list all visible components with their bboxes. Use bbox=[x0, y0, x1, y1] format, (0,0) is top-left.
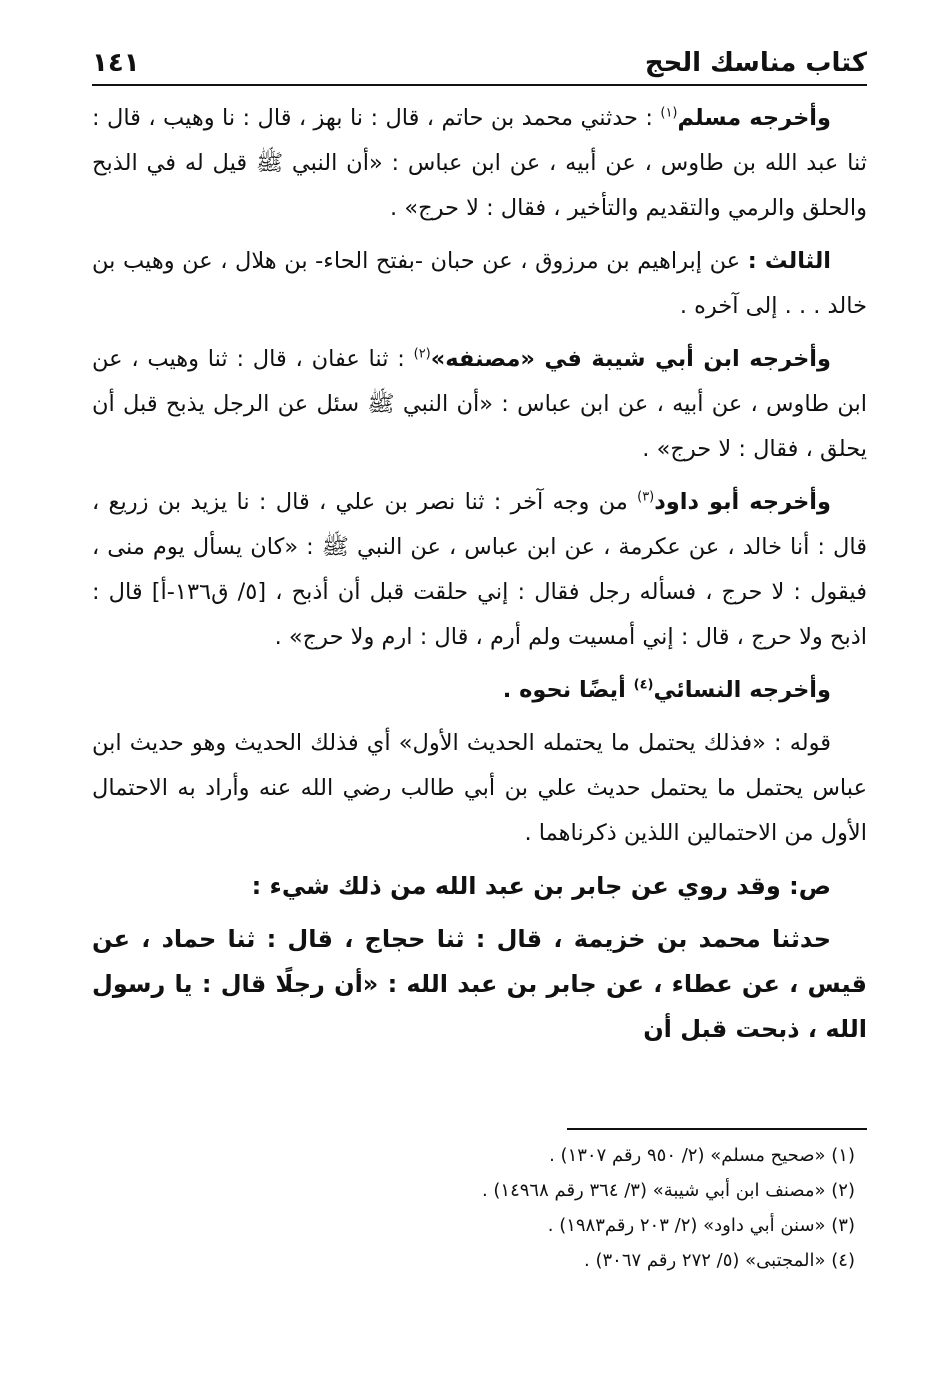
paragraph-abu-dawud bbox=[92, 480, 867, 660]
page-header bbox=[92, 30, 867, 84]
matn-text: حدثنا محمد بن خزيمة ، قال : ثنا حجاج ، قال : ثنا حماد ، عن قيس ، عن عطاء ، عن جابر بن عبد الله : «أن رجلًا قال : يا رسول الله ، ذبحت قبل أن bbox=[92, 925, 867, 1043]
footnote: (٣) «سنن أبي داود» (٢/ ٢٠٣ رقم١٩٨٣) . bbox=[547, 1215, 855, 1236]
footnotes-rule bbox=[567, 1128, 867, 1130]
paragraph-lead: وأخرجه أبو داود bbox=[654, 489, 832, 515]
paragraph-lead: الثالث : bbox=[747, 248, 831, 274]
paragraph-lead: وأخرجه مسلم bbox=[677, 105, 832, 131]
main-text bbox=[92, 96, 867, 1060]
footnote: (٤) «المجتبى» (٥/ ٢٧٢ رقم ٣٠٦٧) . bbox=[584, 1250, 855, 1271]
paragraph-lead: وأخرجه ابن أبي شيبة في «مصنفه» bbox=[430, 346, 831, 372]
footnote-ref: (٣) bbox=[637, 489, 655, 505]
page-number: ١٤١ bbox=[92, 48, 140, 78]
footnote: (٢) «مصنف ابن أبي شيبة» (٣/ ٣٦٤ رقم ١٤٩٦٨) . bbox=[481, 1180, 855, 1201]
footnote: (١) «صحيح مسلم» (٢/ ٩٥٠ رقم ١٣٠٧) . bbox=[549, 1145, 855, 1166]
page bbox=[92, 0, 867, 1381]
paragraph-text: : ثنا عفان ، قال : ثنا وهيب ، عن ابن طاوس ، عن أبيه ، عن ابن عباس : «أن النبي ﷺ سئل عن الرجل يذبح قبل أن يحلق ، فقال : لا حرج» . bbox=[92, 346, 867, 462]
footnote-ref: (٢) bbox=[413, 346, 431, 362]
header-rule bbox=[92, 84, 867, 86]
footnotes bbox=[92, 1138, 867, 1278]
paragraph-text: قوله : «فذلك يحتمل ما يحتمله الحديث الأول» أي فذلك الحديث وهو حديث ابن عباس يحتمل ما يحتمل حديث علي بن أبي طالب رضي الله عنه وأراد به الاحتمال الأول من الاحتمالين اللذين ذكرناهما . bbox=[92, 730, 867, 846]
book-title: كتاب مناسك الحج bbox=[644, 48, 867, 78]
paragraph-text: أيضًا نحوه . bbox=[502, 677, 626, 703]
paragraph-muslim bbox=[92, 96, 867, 231]
paragraph-third bbox=[92, 239, 867, 329]
paragraph-text: عن إبراهيم بن مرزوق ، عن حبان -بفتح الحاء- بن هلال ، عن وهيب بن خالد . . . إلى آخره . bbox=[92, 248, 867, 319]
paragraph-lead: وأخرجه النسائي bbox=[653, 677, 831, 703]
paragraph-text: : حدثني محمد بن حاتم ، قال : نا بهز ، قال : نا وهيب ، قال : ثنا عبد الله بن طاوس ، عن أبيه ، عن ابن عباس : «أن النبي ﷺ قيل له في الذبح والحلق والرمي والتقديم والتأخير ، فقال : لا حرج» . bbox=[92, 105, 867, 221]
footnote-ref: (٤) bbox=[633, 677, 654, 693]
paragraph-commentary bbox=[92, 721, 867, 856]
paragraph-ibn-abi-shayba bbox=[92, 337, 867, 472]
footnote-ref: (١) bbox=[660, 105, 678, 121]
paragraph-nasai bbox=[92, 668, 867, 713]
matn-heading: ص: وقد روي عن جابر بن عبد الله من ذلك شيء : bbox=[251, 872, 831, 900]
paragraph-text: من وجه آخر : ثنا نصر بن علي ، قال : نا يزيد بن زريع ، قال : أنا خالد ، عن عكرمة ، عن ابن عباس ، عن النبي ﷺ : «كان يسأل يوم منى ، فيقول : لا حرج ، فسأله رجل فقال : إني حلقت قبل أن أذبح ، [٥/ ق١٣٦-أ] قال : اذبح ولا حرج ، قال : إني أمسيت ولم أرم ، قال : ارم ولا حرج» . bbox=[92, 489, 867, 650]
